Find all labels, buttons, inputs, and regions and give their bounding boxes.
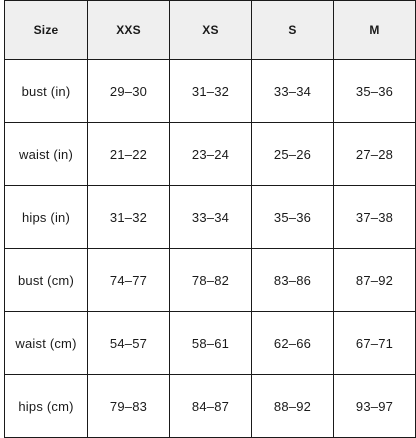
table-cell: 67–71	[334, 312, 416, 375]
table-cell: 29–30	[88, 60, 170, 123]
table-cell: 25–26	[252, 123, 334, 186]
table-cell: 79–83	[88, 375, 170, 438]
table-cell: 84–87	[170, 375, 252, 438]
table-cell: 35–36	[334, 60, 416, 123]
table-cell: 27–28	[334, 123, 416, 186]
table-cell: 35–36	[252, 186, 334, 249]
table-cell: 62–66	[252, 312, 334, 375]
table-cell: 33–34	[252, 60, 334, 123]
table-row	[5, 375, 416, 438]
table-row	[5, 186, 416, 249]
table-row	[5, 312, 416, 375]
table-cell: 83–86	[252, 249, 334, 312]
table-cell: 31–32	[170, 60, 252, 123]
table-cell: 31–32	[88, 186, 170, 249]
header-row	[5, 1, 416, 60]
table-cell: 58–61	[170, 312, 252, 375]
size-chart-body	[5, 60, 416, 438]
table-cell: 93–97	[334, 375, 416, 438]
table-cell: 54–57	[88, 312, 170, 375]
header-s: S	[252, 1, 334, 60]
table-cell: 23–24	[170, 123, 252, 186]
size-chart-header	[5, 1, 416, 60]
table-cell: 88–92	[252, 375, 334, 438]
row-label: bust (cm)	[5, 249, 88, 312]
header-m: M	[334, 1, 416, 60]
header-xxs: XXS	[88, 1, 170, 60]
size-chart-table	[4, 0, 416, 438]
header-size: Size	[5, 1, 88, 60]
row-label: waist (in)	[5, 123, 88, 186]
row-label: hips (cm)	[5, 375, 88, 438]
row-label: bust (in)	[5, 60, 88, 123]
table-cell: 87–92	[334, 249, 416, 312]
table-cell: 21–22	[88, 123, 170, 186]
table-row	[5, 123, 416, 186]
row-label: hips (in)	[5, 186, 88, 249]
table-row	[5, 249, 416, 312]
table-row	[5, 60, 416, 123]
row-label: waist (cm)	[5, 312, 88, 375]
table-cell: 74–77	[88, 249, 170, 312]
table-cell: 37–38	[334, 186, 416, 249]
table-cell: 78–82	[170, 249, 252, 312]
table-cell: 33–34	[170, 186, 252, 249]
header-xs: XS	[170, 1, 252, 60]
